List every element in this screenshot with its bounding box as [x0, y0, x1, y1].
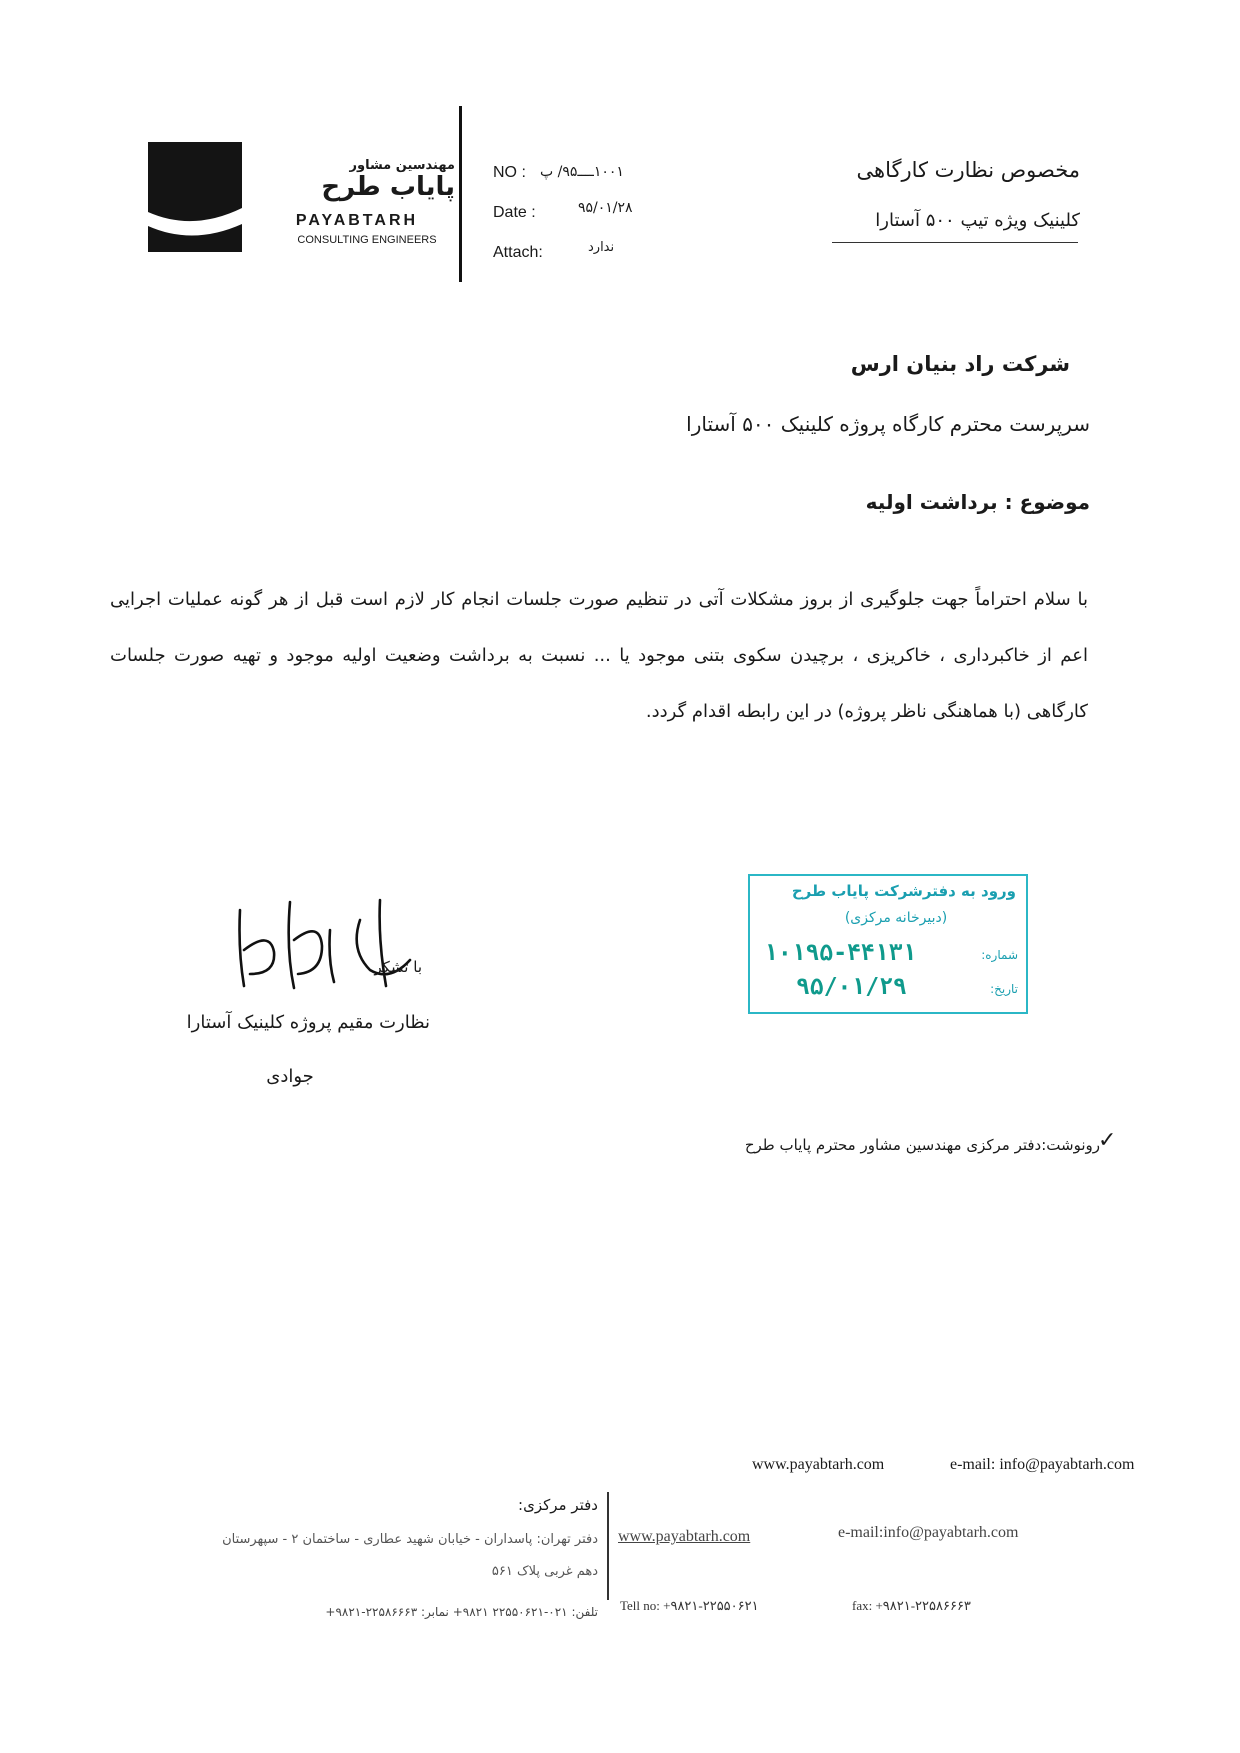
date-label: Date : [493, 204, 536, 221]
footer-phones: تلفن: ۰۲۱-۲۲۵۵۰۶۲۱ ۹۸۲۱+ نمابر: ۲۲۵۸۶۶۶۳-۹۸۲۱+ [325, 1605, 598, 1619]
footer-website[interactable]: www.payabtarh.com [752, 1456, 885, 1473]
footer-email-secondary[interactable]: e-mail:info@payabtarh.com [838, 1524, 1019, 1541]
signer-name: جوادی [266, 1066, 314, 1087]
recipient-company: شرکت راد بنیان ارس [850, 352, 1070, 376]
cc-line: رونوشت:دفتر مرکزی مهندسین مشاور محترم پایاب طرح [744, 1136, 1100, 1154]
letter-body: با سلام احتراماً جهت جلوگیری از بروز مشکلات آتی در تنظیم صورت جلسات انجام کار لازم است قبل از هر گونه عملیات اجرایی اعم از خاکبرداری ، خاکریزی ، برچیدن سکوی بتنی موجود یا ... نسبت به برداشت وضعیت اولیه موجود و تهیه صورت جلسات کارگاهی (با هماهنگی ناظر پروژه) در این رابطه اقدام گردد. [110, 589, 1088, 722]
stamp-subtitle: (دبیرخانه مرکزی) [844, 910, 948, 926]
attach-value: ندارد [588, 240, 615, 255]
footer-divider [607, 1492, 609, 1600]
checkmark-icon: ✓ [1098, 1128, 1117, 1153]
stamp-number-label: شماره: [981, 948, 1018, 962]
stamp-date-label: تاریخ: [990, 982, 1018, 996]
logo-emblem-icon [148, 142, 242, 252]
footer-email[interactable]: e-mail: info@payabtarh.com [950, 1456, 1135, 1473]
header-divider [459, 106, 462, 282]
letter-subject: موضوع : برداشت اولیه [865, 490, 1090, 514]
footer-tehran-address: دفتر تهران: پاسداران - خیابان شهید عطاری - ساختمان ۲ - سپهرستان [222, 1532, 598, 1547]
signature-thanks: با تشکر [374, 958, 422, 976]
no-label: NO : [493, 164, 526, 181]
footer-fax: fax: +۹۸۲۱-۲۲۵۸۶۶۶۳ [852, 1598, 971, 1613]
logo-persian-name: پایاب طرح [321, 172, 455, 202]
logo-english-name: PAYABTARH [295, 212, 419, 229]
footer-address-line2: دهم غربی پلاک ۵۶۱ [491, 1564, 598, 1579]
letter-date: ۹۵/۰۱/۲۸ [578, 200, 633, 216]
signer-title: نظارت مقیم پروژه کلینیک آستارا [186, 1012, 430, 1033]
stamp-date: ۹۵/۰۱/۲۹ [796, 974, 907, 1000]
header-line-project: کلینیک ویژه تیپ ۵۰۰ آستارا [875, 210, 1080, 231]
logo-persian-subtitle: مهندسین مشاور [349, 158, 455, 173]
stamp-number: ۱۰۱۹۵-۴۴۱۳۱ [764, 940, 917, 966]
header-underline [832, 242, 1078, 243]
footer-website-secondary[interactable]: www.payabtarh.com [618, 1528, 751, 1545]
header-line-supervision: مخصوص نظارت کارگاهی [856, 158, 1080, 182]
stamp-title: ورود به دفترشرکت پایاب طرح [791, 882, 1016, 900]
handwritten-signature [210, 890, 430, 1000]
logo-english-subtitle: CONSULTING ENGINEERS [297, 234, 437, 246]
received-stamp [748, 874, 1028, 1014]
letter-number: ۱۰۰۱ــــ۹۵/ پ [540, 164, 624, 180]
recipient-title: سرپرست محترم کارگاه پروژه کلینیک ۵۰۰ آستارا [686, 412, 1090, 436]
footer-office-label: دفتر مرکزی: [518, 1496, 598, 1514]
footer-tel: Tell no: +۹۸۲۱-۲۲۵۵۰۶۲۱ [620, 1598, 759, 1613]
company-logo-mark [148, 142, 242, 252]
attach-label: Attach: [493, 244, 543, 261]
